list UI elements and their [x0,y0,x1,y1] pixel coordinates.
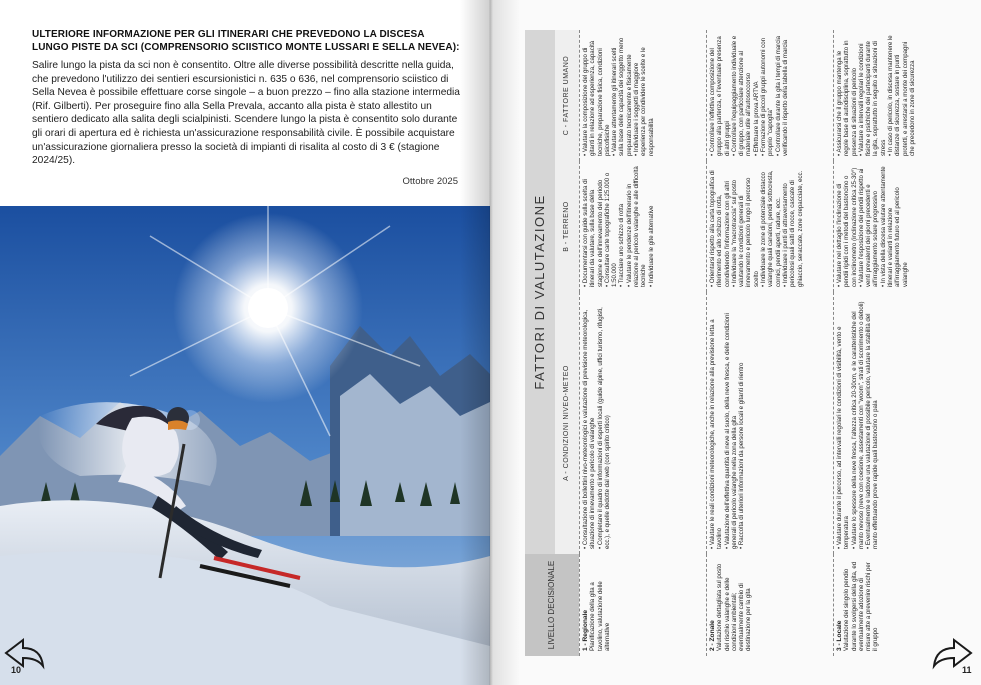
table-cell: • Documentarsi con guide sulla scelta di itinerari da valutare, sulla base della stagione e dell'innevamento del periodo • Consultare carte topografiche 1:25.000 o 1:50.000 • Tracciare uno schizzo di rotta • Valutare le pendenze dell'itinerario in relazione al pericolo valanghe e alle difficoltà tecniche • Individuare le gite alternative [579,161,706,292]
table-title: FATTORI DI VALUTAZIONE [525,30,555,554]
page-number-right: 11 [962,665,972,675]
publication-date: Ottobre 2025 [402,176,458,187]
table-cell: • Valutare durante il percorso, ad intervalli regolari le condizioni di visibilità, vento e temperatura • Valutare lo spessore della neve fresca, l'altezza critica 20-30cm, e le caratteristiche del manto nevoso (neve con coesione, assestamenti con "woom", strati di scorrimento o deboli) • Eventualmente e laddove una valutazione di possibile pericolo, valutare la stabilità del manto effettuando prove rapide quali bastoncino o pala [833,292,960,554]
level-cell [833,554,960,656]
table-cell: • Valutare la composizione del gruppo di gitanti in relazione ad esperienza, capacità tecniche, preparazione fisica, condizioni psicofisiche • Valutare attentamente gli itinerari scelti sulla base delle capacità dei soggetto meno preparato tecnicamente e fisicamente • Individuare i soggetti di maggiore esperienza per condividere le scelte e le responsabilità [579,30,706,161]
level-cell [579,554,706,656]
level-title: 1 - Regionale [582,609,589,651]
level-header: LIVELLO DECISIONALE [525,554,579,656]
level-title: 3 - Locale [836,620,843,651]
column-header-b: B - TERRENO [555,161,579,292]
table-cell: • Assicurarsi che il gruppo mantenga le regole base di autodisciplina, soprattutto in presenza di situazioni di pericolo • Valutare a intervalli regolari le condizioni fisiche e psichiche dei partecipanti durante la gita, soprattutto in seguito a situazioni di stress • In caso di pericolo, in discesa mantenere le distanze di sicurezza, sostare in punti protetti, e arrestarsi a monte dei compagni che precedono in zone di sicurezza [833,30,960,161]
table-cell: • Controllare l'effettiva composizione del gruppo alla partenza, e l'eventuale presenza di altri gruppi • Controllare l'equipaggiamento individuale e di gruppo, con particolare attenzione al materiale utile all'autosoccorso • Effettuare la prova ARTVA • Formazione di piccoli gruppi autonomi con proprio "capogita" • Controllare durante la gita i tempi di marcia verificando il rispetto della tabella di marcia [706,30,833,161]
level-description: Valutazione dettagliata sul posto del rischio valanghe e delle condizioni ambientali; eventualmente cambio di destinazione per la gita [716,563,753,651]
left-page [0,0,490,685]
level-description: Valutazione dei singolo pendio durante lo svolgersi della gita, ed eventualmente adozione di misure atte a prevenire rischi per il gruppo [843,561,880,651]
table-cell: • Valutare nel dettaglio l'inclinazione di pendii ripidi con i metodi del bastoncino o con inclinometro (inclinazione critica 25-30°) • Valutare l'esposizione dei pendii rispetto ai venti prevalenti dei giorni precedenti e all'irraggiamento solare progressivo • In vista della discesa valutare attentamente itinerari e varianti in relazione all'irraggiamento futuro ed al pericolo valanghe [833,161,960,292]
body-paragraph: Salire lungo la pista da sci non è consentito. Oltre alle diverse possibilità descritte nella guida, che prevedono l'utilizzo dei sentieri escursionistici n. 635 o 636, nel comprensorio sciistico di Sella Nevea è possibile effettuare corse singole – a buon prezzo – fino alla stazione intermedia (Rif. Gilberti). Per proseguire fino alla Sella Prevala, accanto alla pista è stato allestito un sentiero dedicato alla salita degli scialpinisti. Scendere lungo la pista è consentito solo durante gli orari di apertura ed è richiesta un'assicurazione responsabilità civile. È possibile acquistare un'assicurazione giornaliera presso la società di impianti di risalita al costo di 3 € (stagione 2024/25). [32,60,460,167]
level-description: Pianificazione della gita a tavolino, valutazione delle alternative [589,581,611,651]
table-cell: • Valutare le reali condizioni meteorologiche, anche in relazione alla previsione letta a tavolino • Valutazione dell'effettiva quantità di neve al suolo, della neve fresca, e delle condizioni generali di pericolo valanghe nella zona della gita • Raccolta di ulteriori informazioni da persone locali e gitanti di rientro [706,292,833,554]
level-title: 2 - Zonale [709,620,716,651]
level-cell [706,554,833,656]
column-header-a: A - CONDIZIONI NIVEO-METEO [555,292,579,554]
ski-touring-photo [0,206,490,685]
evaluation-factors-table [525,30,981,656]
table-cell: • Orientarsi rispetto alla carta topografica di riferimento ed allo schizzo di rotta, condividendo l'informazione con gli altri • Individuare la "macrotraccia" sul posto valutando le condizioni generali di innevamento e pericolo lungo il percorso scelto • Individuare le zone di potenziale distacco valanghe quali canaloni, pendii sottocresta, cornici, pendii aperti, radure, ecc. • Individuare i punti di attraversamento pericolosi quali salti di rocce, cascate di ghiaccio, seraccate, zone crepacciate, ecc. [706,161,833,292]
section-heading: ULTERIORE INFORMAZIONE PER GLI ITINERARI CHE PREVEDONO LA DISCESA LUNGO PISTE DA SCI (COMPRENSORIO SCIISTICO MONTE LUSSARI E SELLA NEVEA): [32,29,460,53]
column-header-c: C - FATTORE UMANO [555,30,579,161]
table-cell: • Consultazione di bollettini nivo-meteorologici e valutazione di previsione meteorologica, situazione di innevamento e pericolo di valanghe • Completare il quadro di informazioni di esperti locali (guide alpine, uffici turismo, rifugisti, ecc.), e quelle dedotte dal web (con spirito critico) [579,292,706,554]
previous-page-arrow-icon[interactable] [3,636,47,672]
page-number-left: 10 [11,665,22,675]
